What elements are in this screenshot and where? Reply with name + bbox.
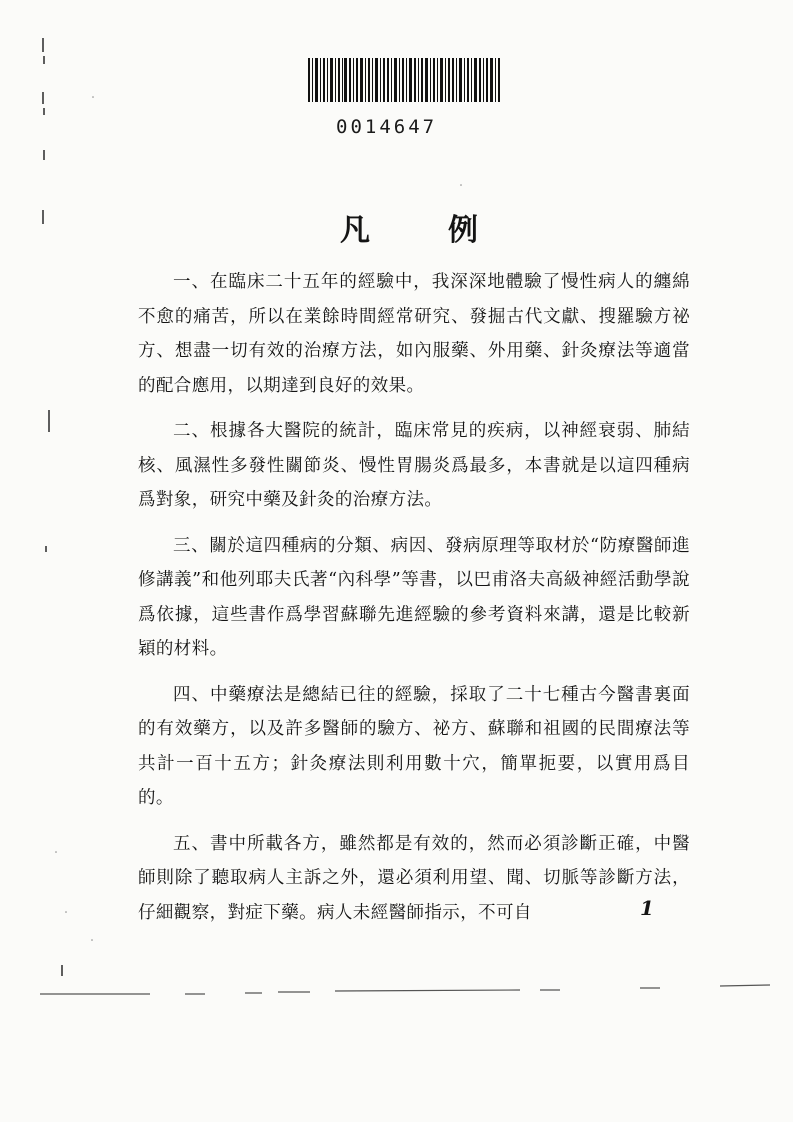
barcode-number: 0014647 [336,116,438,138]
paragraph-5: 五、書中所載各方，雖然都是有效的，然而必須診斷正確，中醫師則除了聽取病人主訴之外，還必須利用望、聞、切脈等診斷方法，仔細觀察，對症下藥。病人未經醫師指示，不可自 [138,833,690,923]
title-char-2: 例 [448,213,478,248]
paragraph-4: 四、中藥療法是總結已往的經驗，採取了二十七種古今醫書裏面的有效藥方，以及許多醫師的驗方、祕方、蘇聯和祖國的民間療法等共計一百十五方；針灸療法則利用數十穴，簡單扼要，以實用爲目的。 [138,684,690,808]
page-number: 1 [640,896,654,920]
body-text [138,265,690,941]
title-char-1: 凡 [340,213,370,248]
paragraph-2: 二、根據各大醫院的統計，臨床常見的疾病，以神經衰弱、肺結核、風濕性多發性關節炎、慢性胃腸炎爲最多，本書就是以這四種病爲對象，研究中藥及針灸的治療方法。 [138,421,690,510]
barcode-block [306,58,502,138]
paragraph-3: 三、關於這四種病的分類、病因、發病原理等取材於“防療醫師進修講義”和他列耶夫氏著“內科學”等書，以巴甫洛夫高級神經活動學說爲依據，這些書作爲學習蘇聯先進經驗的參考資料來講，還是比較新穎的材料。 [138,535,690,659]
barcode-image [306,58,502,104]
paragraph-1: 一、在臨床二十五年的經驗中，我深深地體驗了慢性病人的纏綿不愈的痛苦，所以在業餘時間經常研究、發掘古代文獻、搜羅驗方祕方、想盡一切有效的治療方法，如內服藥、外用藥、針灸療法等適當的配合應用，以期達到良好的效果。 [138,272,690,396]
page-title [340,205,500,248]
